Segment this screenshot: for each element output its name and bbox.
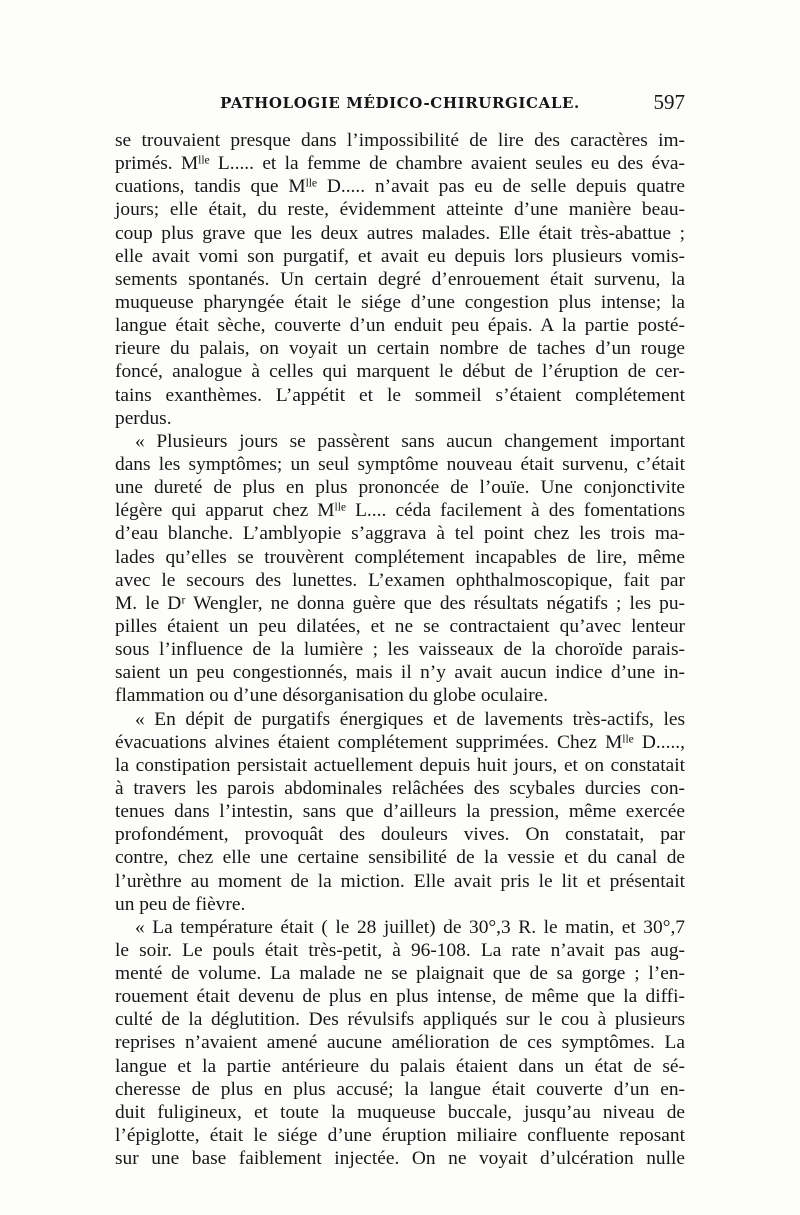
text-line: évacuations alvines étaient complétement supprimées. Chez Mˡˡᵉ D.....,	[115, 731, 685, 753]
text-line: coup plus grave que les deux autres malades. Elle était très-abattue ;	[115, 222, 685, 244]
text-line: « La température était ( le 28 juillet) de 30°,3 R. le matin, et 30°,7	[135, 916, 685, 938]
page-header	[115, 90, 685, 120]
text-line: duit fuligineux, et toute la muqueuse buccale, jusqu’au niveau de	[115, 1101, 685, 1123]
text-line: rouement était devenu de plus en plus intense, de même que la diffi-	[115, 986, 685, 1008]
text-line: M. le Dʳ Wengler, ne donna guère que des résultats négatifs ; les pu-	[115, 592, 685, 614]
text-line: un peu de fièvre.	[115, 893, 246, 915]
text-line: à travers les parois abdominales relâchées des scybales durcies con-	[115, 777, 685, 799]
text-line: reprises n’avaient amené aucune amélioration de ces symptômes. La	[115, 1032, 685, 1054]
text-line: le soir. Le pouls était très-petit, à 96-108. La rate n’avait pas aug-	[115, 939, 685, 961]
text-line: primés. Mˡˡᵉ L..... et la femme de chambre avaient seules eu des éva-	[115, 153, 685, 175]
running-title: PATHOLOGIE MÉDICO-CHIRURGICALE.	[220, 94, 580, 112]
text-line: menté de volume. La malade ne se plaignait que de sa gorge ; l’en-	[115, 963, 685, 985]
text-line: tains exanthèmes. L’appétit et le sommeil s’étaient complétement	[115, 384, 685, 406]
text-line: sous l’influence de la lumière ; les vaisseaux de la choroïde parais-	[115, 639, 685, 661]
text-line: dans les symptômes; un seul symptôme nouveau était survenu, c’était	[115, 453, 685, 475]
text-line: cheresse de plus en plus accusé; la langue était couverte d’un en-	[115, 1078, 685, 1100]
text-line: flammation ou d’une désorganisation du globe oculaire.	[115, 685, 549, 707]
text-line: saient un peu congestionnés, mais il n’y avait aucun indice d’une in-	[115, 662, 685, 684]
text-line: sur une base faiblement injectée. On ne voyait d’ulcération nulle	[115, 1148, 685, 1170]
text-line: jours; elle était, du reste, évidemment atteinte d’une manière beau-	[115, 199, 685, 221]
text-line: sements spontanés. Un certain degré d’enrouement était survenu, la	[115, 268, 685, 290]
text-line: une dureté de plus en plus prononcée de l’ouïe. Une conjonctivite	[115, 477, 685, 499]
text-line: cuations, tandis que Mˡˡᵉ D..... n’avait pas eu de selle depuis quatre	[115, 176, 685, 198]
text-line: langue et la partie antérieure du palais étaient dans un état de sé-	[115, 1055, 685, 1077]
text-line: se trouvaient presque dans l’impossibilité de lire des caractères im-	[115, 130, 685, 151]
text-line: culté de la déglutition. Des révulsifs appliqués sur le cou à plusieurs	[115, 1009, 685, 1031]
text-line: rieure du palais, on voyait un certain nombre de taches d’un rouge	[115, 338, 685, 360]
text-line: la constipation persistait actuellement depuis huit jours, et on constatait	[115, 754, 685, 776]
text-line: avec le secours des lunettes. L’examen ophthalmoscopique, fait par	[115, 569, 685, 591]
text-line: lades qu’elles se trouvèrent complétement incapables de lire, même	[115, 546, 685, 568]
text-line: « En dépit de purgatifs énergiques et de lavements très-actifs, les	[135, 708, 685, 730]
text-line: « Plusieurs jours se passèrent sans aucun changement important	[135, 430, 685, 452]
text-line: l’urèthre au moment de la miction. Elle avait pris le lit et présentait	[115, 870, 685, 892]
page-number: 597	[653, 90, 685, 114]
text-line: foncé, analogue à celles qui marquent le début de l’éruption de cer-	[115, 361, 685, 383]
body-text	[115, 129, 685, 1170]
text-line: muqueuse pharyngée était le siége d’une congestion plus intense; la	[115, 291, 685, 313]
text-line: elle avait vomi son purgatif, et avait eu depuis lors plusieurs vomis-	[115, 245, 685, 267]
text-line: pilles étaient un peu dilatées, et ne se contractaient qu’avec lenteur	[115, 615, 685, 637]
text-line: profondément, provoquât des douleurs vives. On constatait, par	[115, 824, 685, 846]
text-line: d’eau blanche. L’amblyopie s’aggrava à tel point chez les trois ma-	[115, 523, 685, 545]
text-line: l’épiglotte, était le siége d’une éruption miliaire confluente reposant	[115, 1125, 685, 1147]
text-line: tenues dans l’intestin, sans que d’ailleurs la pression, même exercée	[115, 801, 685, 823]
text-line: langue était sèche, couverte d’un enduit peu épais. A la partie posté-	[115, 315, 685, 337]
text-line: contre, chez elle une certaine sensibilité de la vessie et du canal de	[115, 847, 685, 869]
text-line: perdus.	[115, 407, 172, 429]
text-line: légère qui apparut chez Mˡˡᵉ L.... céda facilement à des fomentations	[115, 500, 685, 522]
